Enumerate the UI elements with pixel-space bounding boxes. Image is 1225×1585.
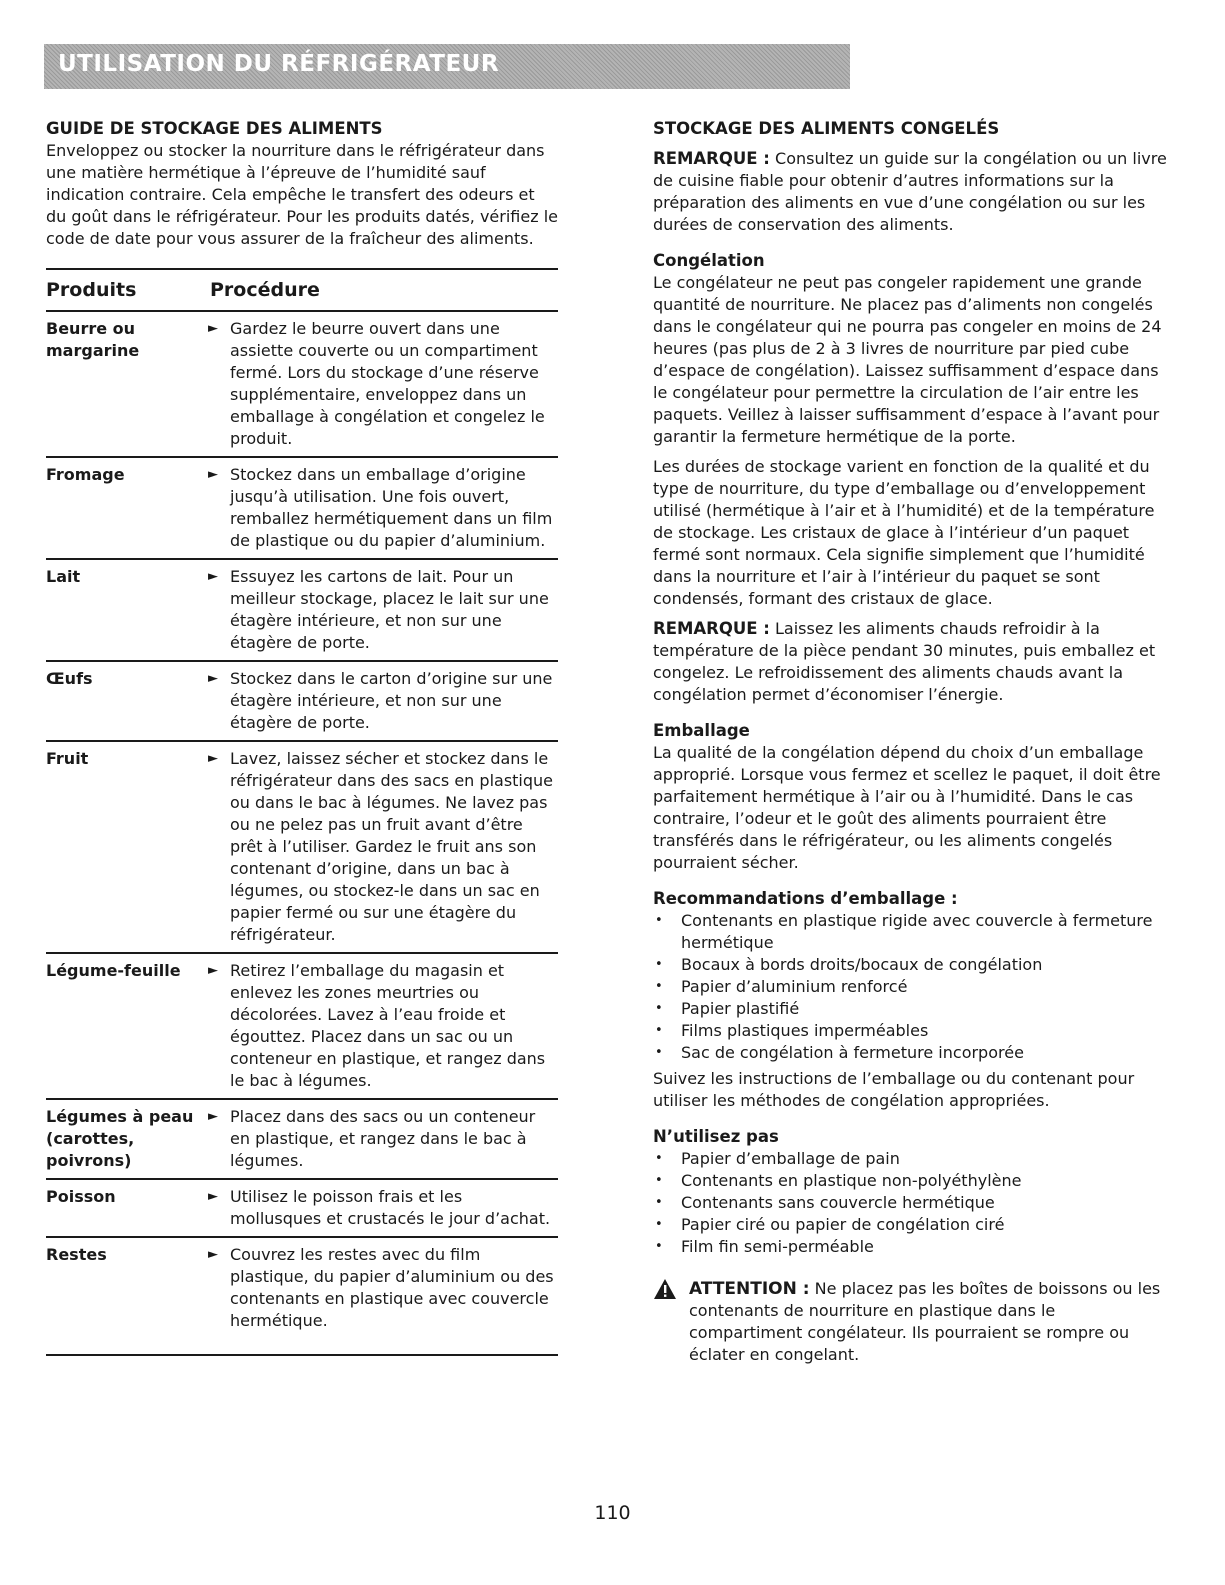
storage-guide-intro: Enveloppez ou stocker la nourriture dans le réfrigérateur dans une matière hermétique à l’épreuve de l’humidité sauf indication contraire. Cela empêche le transfert des odeurs et du goût dans le réfrigérateur. Pour les produits datés, vérifiez le code de date pour vous assurer de la fraîcheur des aliments. bbox=[46, 141, 558, 248]
attention-text: Ne placez pas les boîtes de boissons ou les contenants de nourriture en plastique dans le compartiment congélateur. Ils pourraient se rompre ou éclater en congelant. bbox=[689, 1279, 1161, 1364]
section-title: UTILISATION DU RÉFRIGÉRATEUR bbox=[58, 51, 500, 77]
procedure-cell bbox=[208, 1106, 558, 1172]
table-row bbox=[46, 742, 558, 954]
list-item: • Papier ciré ou papier de congélation ciré bbox=[653, 1214, 1173, 1236]
table-row bbox=[46, 1100, 558, 1180]
suivez-paragraph: Suivez les instructions de l’emballage ou du contenant pour utiliser les méthodes de congélation appropriées. bbox=[653, 1069, 1135, 1110]
remarque-label: REMARQUE : bbox=[653, 149, 770, 168]
procedure-text: Essuyez les cartons de lait. Pour un meilleur stockage, placez le lait sur une étagère intérieure, et non sur une étagère de porte. bbox=[230, 567, 549, 652]
procedure-text: Lavez, laissez sécher et stockez dans le réfrigérateur dans des sacs en plastique ou dans le bac à légumes. Ne lavez pas ou ne pelez pas un fruit avant d’être prêt à l’utiliser. Gardez le fruit ans son contenant d’origine, dans un bac à légumes, ou stockez-le dans un sac en papier fermé ou sur une étagère du réfrigérateur. bbox=[230, 749, 554, 944]
list-item: • Contenants en plastique non-polyéthylène bbox=[653, 1170, 1173, 1192]
table-row bbox=[46, 560, 558, 662]
table-row bbox=[46, 312, 558, 458]
arrow-bullet-icon: ► bbox=[208, 467, 218, 482]
recommandations-heading: Recommandations d’emballage : bbox=[653, 889, 958, 908]
list-item: • Contenants sans couvercle hermétique bbox=[653, 1192, 1173, 1214]
page-number: 110 bbox=[594, 1502, 631, 1524]
congelation-paragraph-2: Les durées de stockage varient en fonction de la qualité et du type de nourriture, du type d’emballage ou d’enveloppement utilisé (hermétique à l’air et à l’humidité) et de la température de stockage. Les cristaux de glace à l’intérieur d’un paquet fermé sont normaux. Cela signifie simplement que l’humidité dans la nourriture et l’air à l’intérieur du paquet se sont condensés, formant des cristaux de glace. bbox=[653, 457, 1155, 608]
arrow-bullet-icon: ► bbox=[208, 1189, 218, 1204]
product-name: Légume-feuille bbox=[46, 961, 181, 980]
list-item: • Papier d’aluminium renforcé bbox=[653, 976, 1173, 998]
table-row bbox=[46, 954, 558, 1100]
procedure-cell bbox=[208, 566, 558, 654]
nutilisez-list bbox=[653, 1148, 1173, 1258]
congelation-paragraph-1: Le congélateur ne peut pas congeler rapidement une grande quantité de nourriture. Ne placez pas d’aliments non congelés dans le congélateur qui ne pourra pas congeler en moins de 24 heures (pas plus de 2 à 3 livres de nourriture par pied cube d’espace de congélation). Laissez suffisamment d’espace dans le congélateur pour permettre la circulation de l’air entre les paquets. Veillez à laisser suffisamment d’espace à l’avant pour garantir la fermeture hermétique de la porte. bbox=[653, 273, 1162, 446]
congelation-heading: Congélation bbox=[653, 251, 765, 270]
procedure-cell bbox=[208, 1244, 558, 1332]
procedure-text: Couvrez les restes avec du film plastique, du papier d’aluminium ou des contenants en plastique avec couvercle hermétique. bbox=[230, 1245, 554, 1330]
product-name: Légumes à peau (carottes, poivrons) bbox=[46, 1107, 194, 1170]
right-column bbox=[653, 118, 1173, 1366]
recommandations-list bbox=[653, 910, 1173, 1064]
arrow-bullet-icon: ► bbox=[208, 963, 218, 978]
table-header bbox=[46, 270, 558, 312]
procedure-text: Placez dans des sacs ou un conteneur en plastique, et rangez dans le bac à légumes. bbox=[230, 1107, 536, 1170]
arrow-bullet-icon: ► bbox=[208, 321, 218, 336]
product-name: Fromage bbox=[46, 465, 125, 484]
table-row bbox=[46, 1238, 558, 1338]
section-banner bbox=[44, 44, 850, 89]
procedure-cell bbox=[208, 318, 558, 450]
remarque-text: Consultez un guide sur la congélation ou un livre de cuisine fiable pour obtenir d’autres informations sur la préparation des aliments en vue d’une congélation ou sur les durées de conservation des aliments. bbox=[653, 149, 1167, 234]
procedure-cell bbox=[208, 668, 558, 734]
procedure-text: Utilisez le poisson frais et les mollusques et crustacés le jour d’achat. bbox=[230, 1187, 551, 1228]
list-item: • Bocaux à bords droits/bocaux de congélation bbox=[653, 954, 1173, 976]
attention-label: ATTENTION : bbox=[689, 1279, 810, 1299]
remarque-note bbox=[653, 148, 1173, 236]
list-item: • Sac de congélation à fermeture incorporée bbox=[653, 1042, 1173, 1064]
product-name: Fruit bbox=[46, 749, 89, 768]
left-column bbox=[46, 118, 558, 1356]
arrow-bullet-icon: ► bbox=[208, 569, 218, 584]
remarque-note-2 bbox=[653, 618, 1173, 706]
frozen-storage-heading: STOCKAGE DES ALIMENTS CONGELÉS bbox=[653, 119, 1000, 138]
storage-guide-heading: GUIDE DE STOCKAGE DES ALIMENTS bbox=[46, 119, 383, 138]
product-name: Poisson bbox=[46, 1187, 116, 1206]
list-item: • Papier d’emballage de pain bbox=[653, 1148, 1173, 1170]
list-item: • Films plastiques imperméables bbox=[653, 1020, 1173, 1042]
list-item: • Contenants en plastique rigide avec couvercle à fermeture hermétique bbox=[653, 910, 1173, 954]
procedure-cell bbox=[208, 1186, 558, 1230]
arrow-bullet-icon: ► bbox=[208, 1247, 218, 1262]
remarque-label: REMARQUE : bbox=[653, 619, 770, 638]
table-bottom-rule bbox=[46, 1338, 558, 1356]
product-name: Beurre ou margarine bbox=[46, 319, 140, 360]
table-row bbox=[46, 458, 558, 560]
table-row bbox=[46, 1180, 558, 1238]
procedure-text: Stockez dans un emballage d’origine jusqu’à utilisation. Une fois ouvert, remballez hermétiquement dans un film de plastique ou du papier d’aluminium. bbox=[230, 465, 553, 550]
procedure-cell bbox=[208, 464, 558, 552]
list-item: • Papier plastifié bbox=[653, 998, 1173, 1020]
product-name: Restes bbox=[46, 1245, 107, 1264]
procedure-cell bbox=[208, 748, 558, 946]
procedure-text: Retirez l’emballage du magasin et enlevez les zones meurtries ou décolorées. Lavez à l’eau froide et égouttez. Placez dans un sac ou un conteneur en plastique, et rangez dans le bac à légumes. bbox=[230, 961, 546, 1090]
col-header-procedure: Procédure bbox=[210, 279, 320, 301]
nutilisez-heading: N’utilisez pas bbox=[653, 1127, 779, 1146]
arrow-bullet-icon: ► bbox=[208, 671, 218, 686]
procedure-text: Stockez dans le carton d’origine sur une étagère intérieure, et non sur une étagère de porte. bbox=[230, 669, 553, 732]
procedure-text: Gardez le beurre ouvert dans une assiette couverte ou un compartiment fermé. Lors du stockage d’une réserve supplémentaire, enveloppez dans un emballage à congélation et congelez le produit. bbox=[230, 319, 545, 448]
emballage-heading: Emballage bbox=[653, 721, 750, 740]
attention-note bbox=[653, 1278, 1173, 1366]
storage-table bbox=[46, 268, 558, 1356]
arrow-bullet-icon: ► bbox=[208, 751, 218, 766]
list-item: • Film fin semi-perméable bbox=[653, 1236, 1173, 1258]
warning-icon bbox=[653, 1278, 677, 1306]
product-name: Œufs bbox=[46, 669, 93, 688]
remarque-text: Laissez les aliments chauds refroidir à la température de la pièce pendant 30 minutes, puis emballez et congelez. Le refroidissement des aliments chauds avant la congélation permet d’économiser l’énergie. bbox=[653, 619, 1156, 704]
arrow-bullet-icon: ► bbox=[208, 1109, 218, 1124]
table-row bbox=[46, 662, 558, 742]
procedure-cell bbox=[208, 960, 558, 1092]
col-header-products: Produits bbox=[46, 279, 137, 301]
emballage-paragraph: La qualité de la congélation dépend du choix d’un emballage approprié. Lorsque vous fermez et scellez le paquet, il doit être parfaitement hermétique à l’air ou à l’humidité. Dans le cas contraire, l’odeur et le goût des aliments pourraient être transférés dans le réfrigérateur, ou les aliments congelés pourraient sécher. bbox=[653, 743, 1161, 872]
product-name: Lait bbox=[46, 567, 81, 586]
